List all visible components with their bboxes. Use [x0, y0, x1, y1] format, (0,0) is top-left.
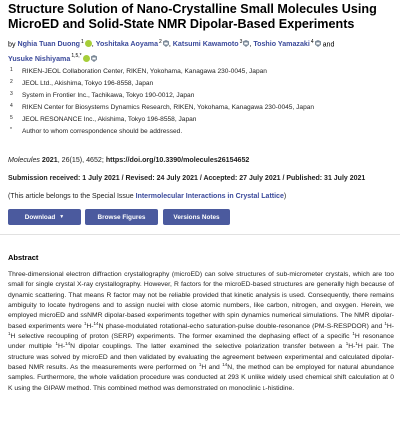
citation-volume: , 26(15), 4652; — [57, 156, 106, 164]
author-entry — [8, 55, 97, 63]
abstract-heading: Abstract — [8, 253, 39, 262]
author-by-label: by — [8, 40, 18, 49]
author-entry — [173, 40, 254, 48]
author-entry — [17, 40, 95, 48]
abstract-text: Three-dimensional electron diffraction crystallography (microED) can solve structures of sub-micrometer crystals, which are too small for single crystal X-ray crystallography. However, R factors for the microED-based structures are generally high because of dynamic scattering. That means R factor may not be reliable provided that kinetic analysis is used. Consequently, there remains ambiguity to locate hydrogens and to assign nuclei with close atomic numbers, like carbon, nitrogen, and oxygen. Herein, we employed microED and ssNMR dipolar-based experiments together with spin dynamics numerical simulations. The NMR dipolar-based experiments were $^1$H-$^{14}$N phase-modulated rotational-echo saturation-pulse double-resonance (PM-S-RESPDOR) and $^1$H-$^1$H selective recoupling of proton (SERP) experiments. The former examined the dephasing effect of a specific $^1$H resonance under multiple $^1$H-$^{14}$N dipolar couplings. The latter examined the selective polarization transfer between a $^1$H-$^1$H pair. The structure was solved by microED and then validated by evaluating the agreement between experimental and calculated dipolar-based NMR results. As the measurements were performed on $^1$H and $^{14}$N, the method can be employed for natural abundance samples. Furthermore, the whole validation procedure was conducted at 293 K unlike widely used chemical shift calculation at 0 K using the GIPAW method. This combined method was demonstrated on monoclinic l-histidine. — [8, 271, 395, 392]
browse-figures-button[interactable] — [85, 209, 158, 225]
affiliation-number: 4 — [10, 103, 13, 109]
affiliation-list — [8, 66, 394, 138]
author-separator: , — [249, 40, 254, 49]
affiliation-text: JEOL RESONANCE Inc., Akishima, Tokyo 196-8558, Japan — [22, 116, 197, 123]
author-list — [8, 36, 394, 65]
affiliation-item — [8, 126, 394, 138]
download-button[interactable] — [8, 209, 81, 225]
affiliation-text: JEOL Ltd., Akishima, Tokyo 196-8558, Japan — [22, 80, 154, 87]
special-issue-prefix: (This article belongs to the Special Issue — [8, 193, 136, 200]
affiliation-number: * — [10, 127, 12, 133]
affiliation-text: System in Frontier Inc., Tachikawa, Tokyo 190-0012, Japan — [22, 92, 195, 99]
author-name[interactable]: Nghia Tuan Duong — [17, 40, 80, 49]
affiliation-item — [8, 90, 394, 102]
special-issue-note — [8, 193, 286, 200]
affiliation-item — [8, 66, 394, 78]
author-affiliation-number: 2 — [159, 39, 162, 45]
author-separator: , — [91, 40, 96, 49]
doi-link[interactable]: https://doi.org/10.3390/molecules26154652 — [105, 156, 250, 164]
author-affiliation-number: 3 — [239, 39, 243, 45]
affiliation-text: Author to whom correspondence should be addressed. — [22, 128, 183, 135]
email-icon[interactable] — [91, 55, 97, 62]
orcid-icon[interactable] — [83, 55, 90, 62]
article-title: Structure Solution of Nano-Crystalline Small Molecules Using MicroED and Solid-State NMR Dipolar-Based Experiments — [8, 2, 377, 31]
affiliation-text: RIKEN-JEOL Collaboration Center, RIKEN, Yokohama, Kanagawa 230-0045, Japan — [22, 68, 267, 75]
author-affiliation-number: 1 — [81, 39, 84, 45]
versions-notes-button[interactable] — [163, 209, 230, 225]
affiliation-number: 1 — [10, 67, 13, 73]
section-divider — [0, 234, 400, 235]
affiliation-item — [8, 102, 394, 114]
author-entry — [96, 40, 173, 48]
special-issue-suffix: ) — [283, 193, 287, 200]
publication-dates: Submission received: 1 July 2021 / Revised: 24 July 2021 / Accepted: 27 July 2021 / Published: 31 July 2021 — [8, 175, 366, 182]
special-issue-link[interactable]: Intermolecular Interactions in Crystal Lattice — [135, 193, 284, 200]
citation-line — [8, 156, 249, 164]
affiliation-number: 5 — [10, 115, 13, 121]
citation-year: 2021 — [41, 156, 58, 164]
author-affiliation-number: 1,5,* — [71, 53, 82, 60]
author-separator: , — [168, 40, 173, 49]
versions-notes-label: Versions Notes — [173, 213, 220, 221]
affiliation-text: RIKEN Center for Biosystems Dynamics Research, RIKEN, Yokohama, Kanagawa 230-0045, Japan — [22, 104, 315, 111]
browse-figures-label: Browse Figures — [97, 213, 146, 221]
author-name[interactable]: Yoshitaka Aoyama — [95, 40, 159, 49]
author-affiliation-number: 4 — [310, 39, 314, 45]
author-entry — [253, 40, 320, 48]
affiliation-number: 2 — [10, 79, 13, 85]
journal-name: Molecules — [8, 156, 40, 164]
author-and-label: and — [322, 40, 335, 49]
download-button-label: Download — [24, 213, 56, 221]
author-name[interactable]: Toshio Yamazaki — [253, 40, 310, 49]
chevron-down-icon: ▼ — [59, 214, 65, 220]
email-icon[interactable] — [315, 40, 321, 47]
author-name[interactable]: Yusuke Nishiyama — [8, 54, 71, 63]
affiliation-number: 3 — [10, 91, 13, 97]
affiliation-item — [8, 78, 394, 90]
orcid-icon[interactable] — [85, 40, 92, 47]
affiliation-item — [8, 114, 394, 126]
author-name[interactable]: Katsumi Kawamoto — [172, 40, 239, 49]
